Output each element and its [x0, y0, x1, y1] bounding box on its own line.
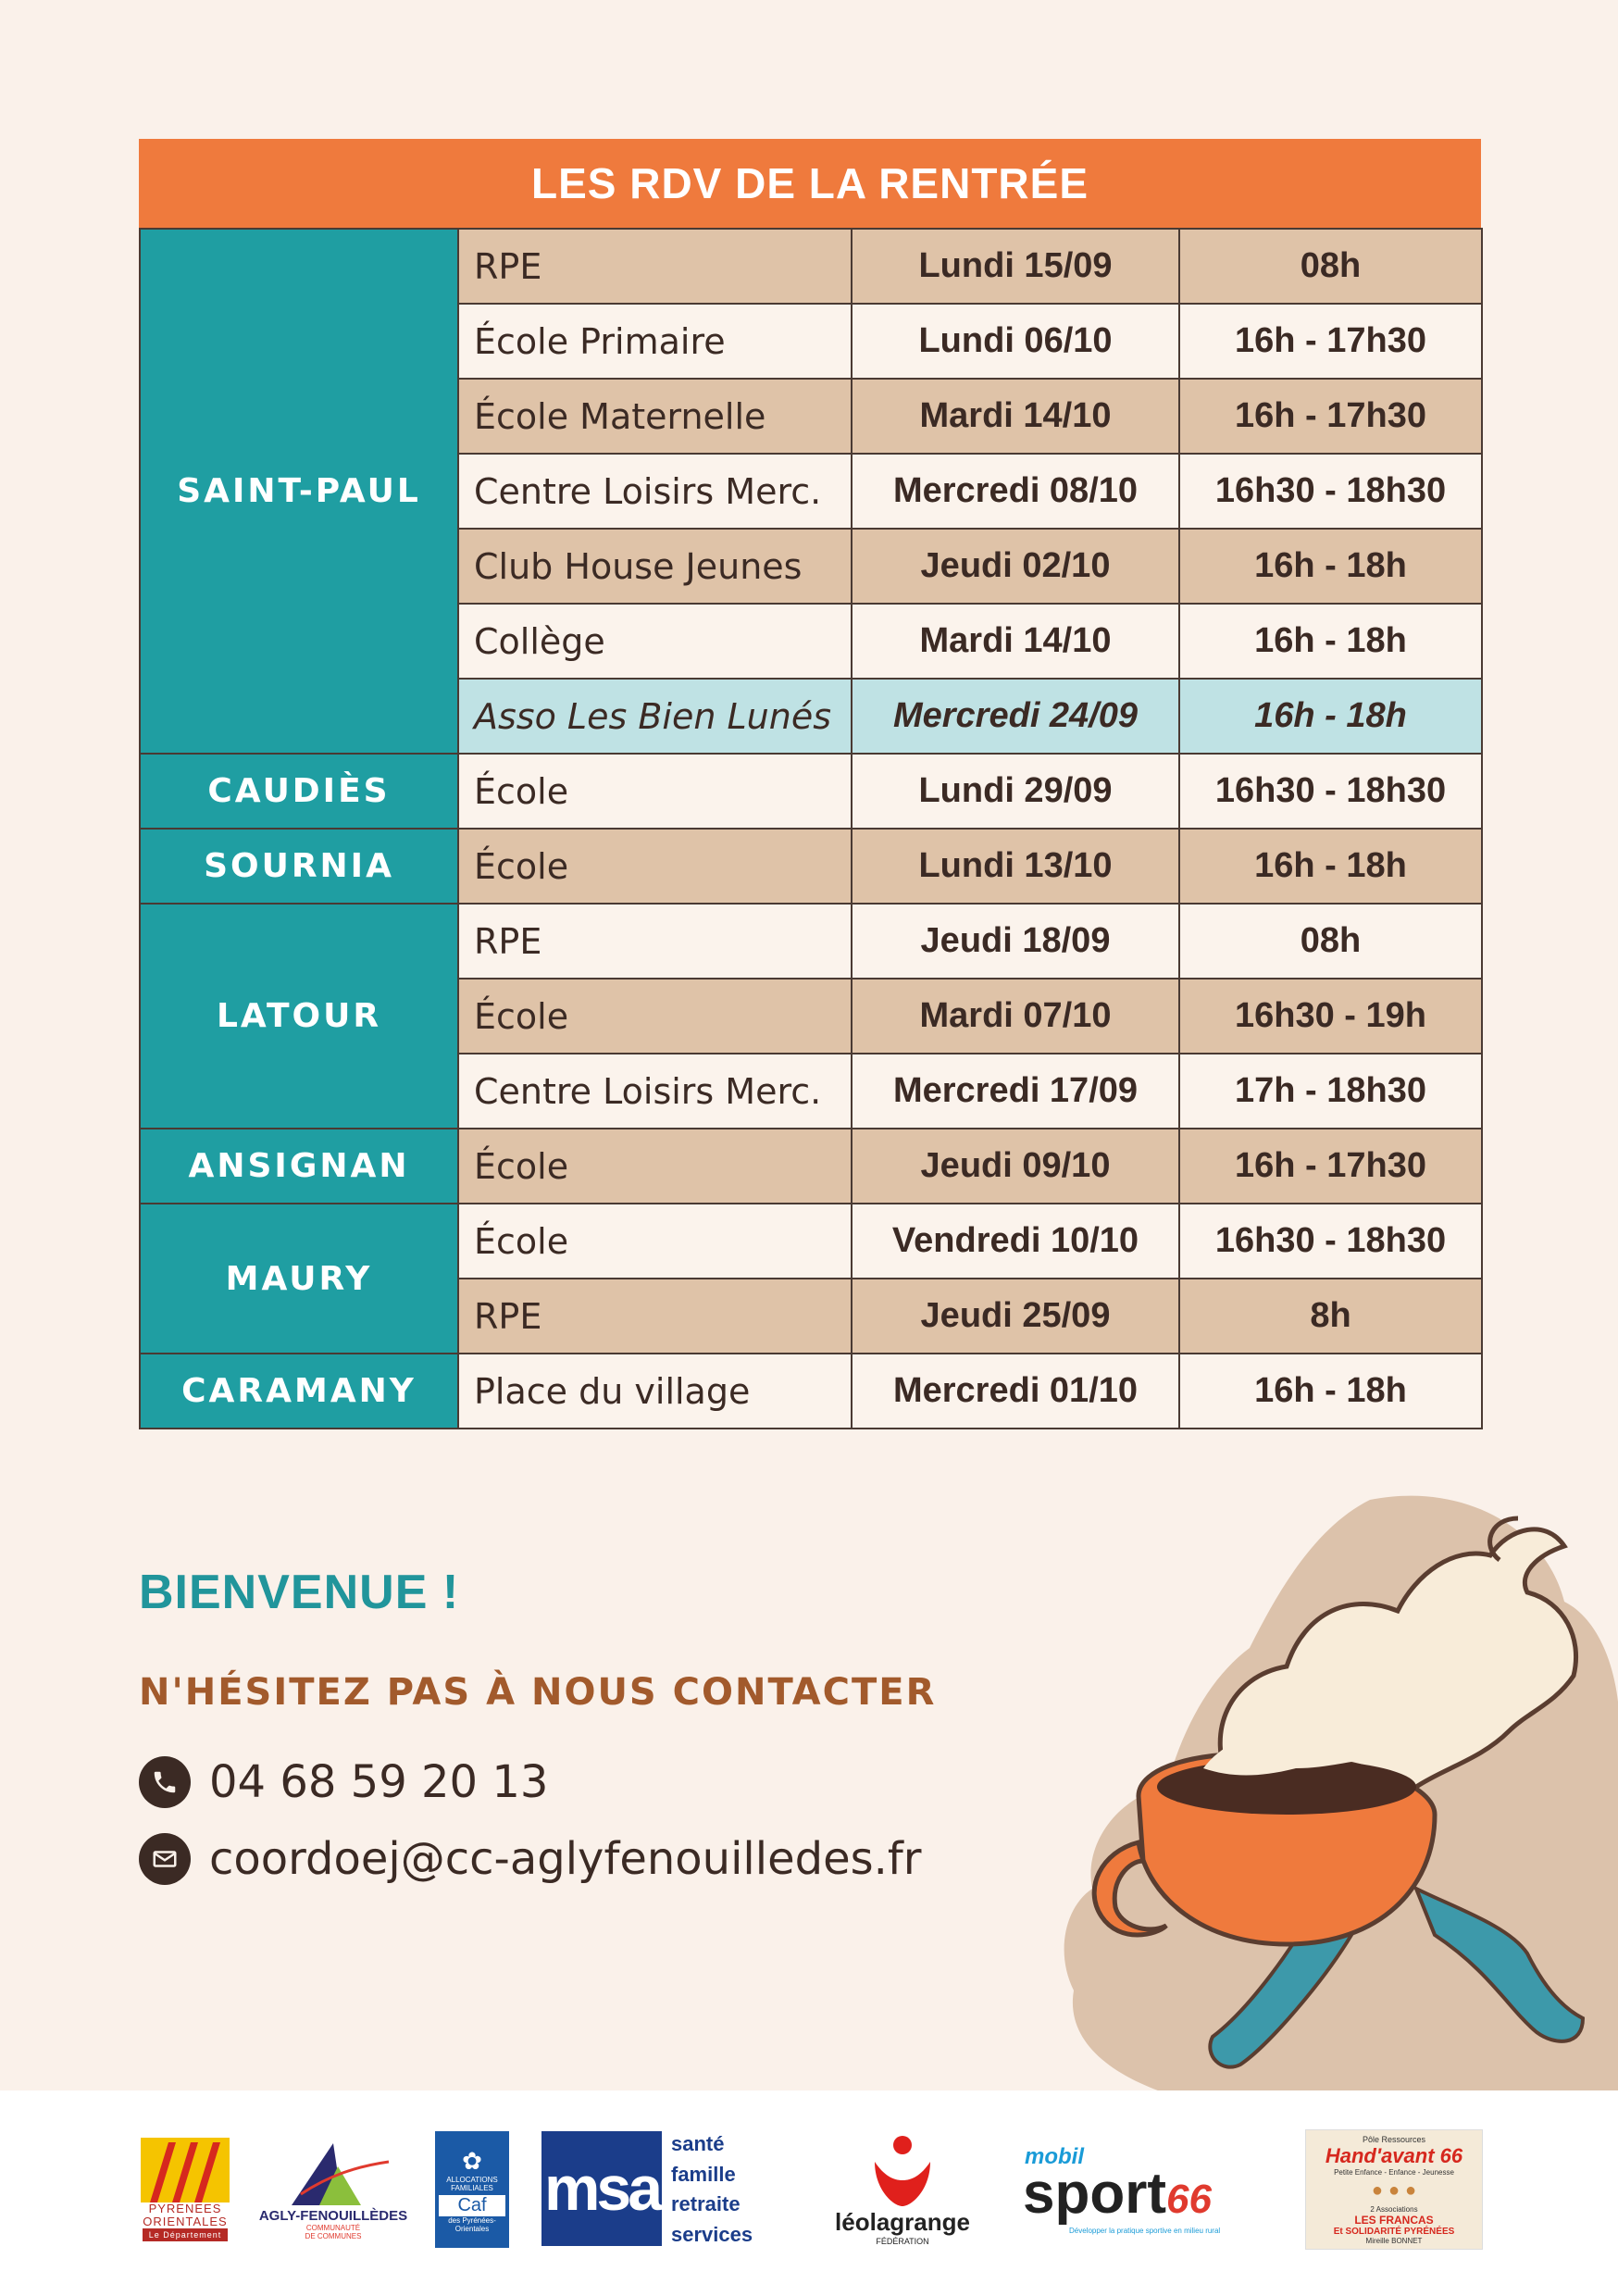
date-cell: Lundi 13/10: [852, 829, 1179, 904]
phone-icon: [139, 1756, 191, 1808]
date-cell: Mardi 14/10: [852, 604, 1179, 679]
date-cell: Mercredi 08/10: [852, 454, 1179, 529]
place-cell: Centre Loisirs Merc.: [458, 1054, 852, 1129]
time-cell: 16h30 - 19h: [1179, 979, 1482, 1054]
date-cell: Jeudi 18/09: [852, 904, 1179, 979]
place-cell: Collège: [458, 604, 852, 679]
schedule-title: LES RDV DE LA RENTRÉE: [139, 139, 1481, 228]
time-cell: 16h - 17h30: [1179, 304, 1482, 379]
phone-number: 04 68 59 20 13: [209, 1756, 549, 1808]
date-cell: Lundi 29/09: [852, 754, 1179, 829]
logo-leo-lagrange: léolagrange FÉDÉRATION: [819, 2129, 986, 2250]
logo-msa: msa: [541, 2131, 662, 2246]
time-cell: 16h - 17h30: [1179, 1129, 1482, 1204]
date-cell: Jeudi 09/10: [852, 1129, 1179, 1204]
date-cell: Vendredi 10/10: [852, 1204, 1179, 1279]
place-cell: École: [458, 979, 852, 1054]
location-cell: CARAMANY: [140, 1354, 458, 1429]
table-row: [140, 229, 1482, 304]
po-emblem-icon: [141, 2138, 230, 2202]
place-cell: École: [458, 1204, 852, 1279]
logo-msa-tagline: santé famille retraite services: [671, 2132, 753, 2246]
welcome-heading: BIENVENUE !: [139, 1566, 460, 1619]
table-row: [140, 754, 1482, 829]
envelope-icon: [139, 1833, 191, 1885]
time-cell: 17h - 18h30: [1179, 1054, 1482, 1129]
date-cell: Mardi 14/10: [852, 379, 1179, 454]
time-cell: 16h - 18h: [1179, 529, 1482, 604]
time-cell: 16h - 18h: [1179, 604, 1482, 679]
date-cell: Lundi 15/09: [852, 229, 1179, 304]
logo-handavant-66: Pôle Ressources Hand'avant 66 Petite Enfance - Enfance - Jeunesse ● ● ● 2 Associations LES FRANCAS Et SOLIDARITÉ PYRÉNÉES Mireille BONNET: [1305, 2129, 1483, 2250]
table-row: [140, 1354, 1482, 1429]
location-cell: LATOUR: [140, 904, 458, 1129]
table-row: [140, 1204, 1482, 1279]
logo-pyrenees-orientales: PYRENEES ORIENTALES Le Département: [139, 2129, 231, 2250]
time-cell: 08h: [1179, 229, 1482, 304]
logo-agly-fenouilledes: AGLY-FENOUILLÈDES COMMUNAUTÉ DE COMMUNES: [255, 2129, 412, 2250]
logo-caf: ✿ ALLOCATIONS FAMILIALES Caf des Pyrénées- Orientales: [435, 2131, 509, 2248]
schedule-body: [140, 229, 1482, 1429]
location-cell: SAINT-PAUL: [140, 229, 458, 754]
place-cell: École: [458, 829, 852, 904]
time-cell: 16h - 17h30: [1179, 379, 1482, 454]
location-cell: SOURNIA: [140, 829, 458, 904]
place-cell: École: [458, 754, 852, 829]
email-row[interactable]: [139, 1833, 922, 1885]
place-cell: RPE: [458, 904, 852, 979]
agly-mountain-icon: [273, 2139, 393, 2208]
time-cell: 16h - 18h: [1179, 1354, 1482, 1429]
schedule-table-wrap: [139, 139, 1481, 1429]
schedule-table: [139, 228, 1483, 1429]
date-cell: Lundi 06/10: [852, 304, 1179, 379]
time-cell: 16h30 - 18h30: [1179, 1204, 1482, 1279]
logo-mobil-sport-66: mobil sport 66 Développer la pratique sportive en milieu rural: [1023, 2144, 1221, 2235]
place-cell: École Primaire: [458, 304, 852, 379]
running-cup-illustration: [1046, 1491, 1618, 2102]
place-cell: Asso Les Bien Lunés: [458, 679, 852, 754]
date-cell: Mercredi 24/09: [852, 679, 1179, 754]
email-address: coordoej@cc-aglyfenouilledes.fr: [209, 1833, 922, 1885]
date-cell: Jeudi 02/10: [852, 529, 1179, 604]
date-cell: Mercredi 01/10: [852, 1354, 1179, 1429]
time-cell: 16h30 - 18h30: [1179, 454, 1482, 529]
time-cell: 08h: [1179, 904, 1482, 979]
phone-row[interactable]: [139, 1756, 548, 1808]
location-cell: MAURY: [140, 1204, 458, 1354]
location-cell: CAUDIÈS: [140, 754, 458, 829]
time-cell: 16h30 - 18h30: [1179, 754, 1482, 829]
table-row: [140, 904, 1482, 979]
date-cell: Jeudi 25/09: [852, 1279, 1179, 1354]
contact-hint: N'HÉSITEZ PAS À NOUS CONTACTER: [139, 1671, 937, 1714]
date-cell: Mercredi 17/09: [852, 1054, 1179, 1129]
place-cell: RPE: [458, 229, 852, 304]
leo-lagrange-icon: [870, 2134, 935, 2208]
table-row: [140, 1129, 1482, 1204]
place-cell: École: [458, 1129, 852, 1204]
place-cell: RPE: [458, 1279, 852, 1354]
place-cell: Centre Loisirs Merc.: [458, 454, 852, 529]
date-cell: Mardi 07/10: [852, 979, 1179, 1054]
location-cell: ANSIGNAN: [140, 1129, 458, 1204]
time-cell: 8h: [1179, 1279, 1482, 1354]
place-cell: École Maternelle: [458, 379, 852, 454]
caf-tree-icon: ✿: [462, 2146, 482, 2175]
time-cell: 16h - 18h: [1179, 829, 1482, 904]
table-row: [140, 829, 1482, 904]
place-cell: Place du village: [458, 1354, 852, 1429]
place-cell: Club House Jeunes: [458, 529, 852, 604]
time-cell: 16h - 18h: [1179, 679, 1482, 754]
hand-figures-icon: ● ● ●: [1371, 2179, 1417, 2201]
